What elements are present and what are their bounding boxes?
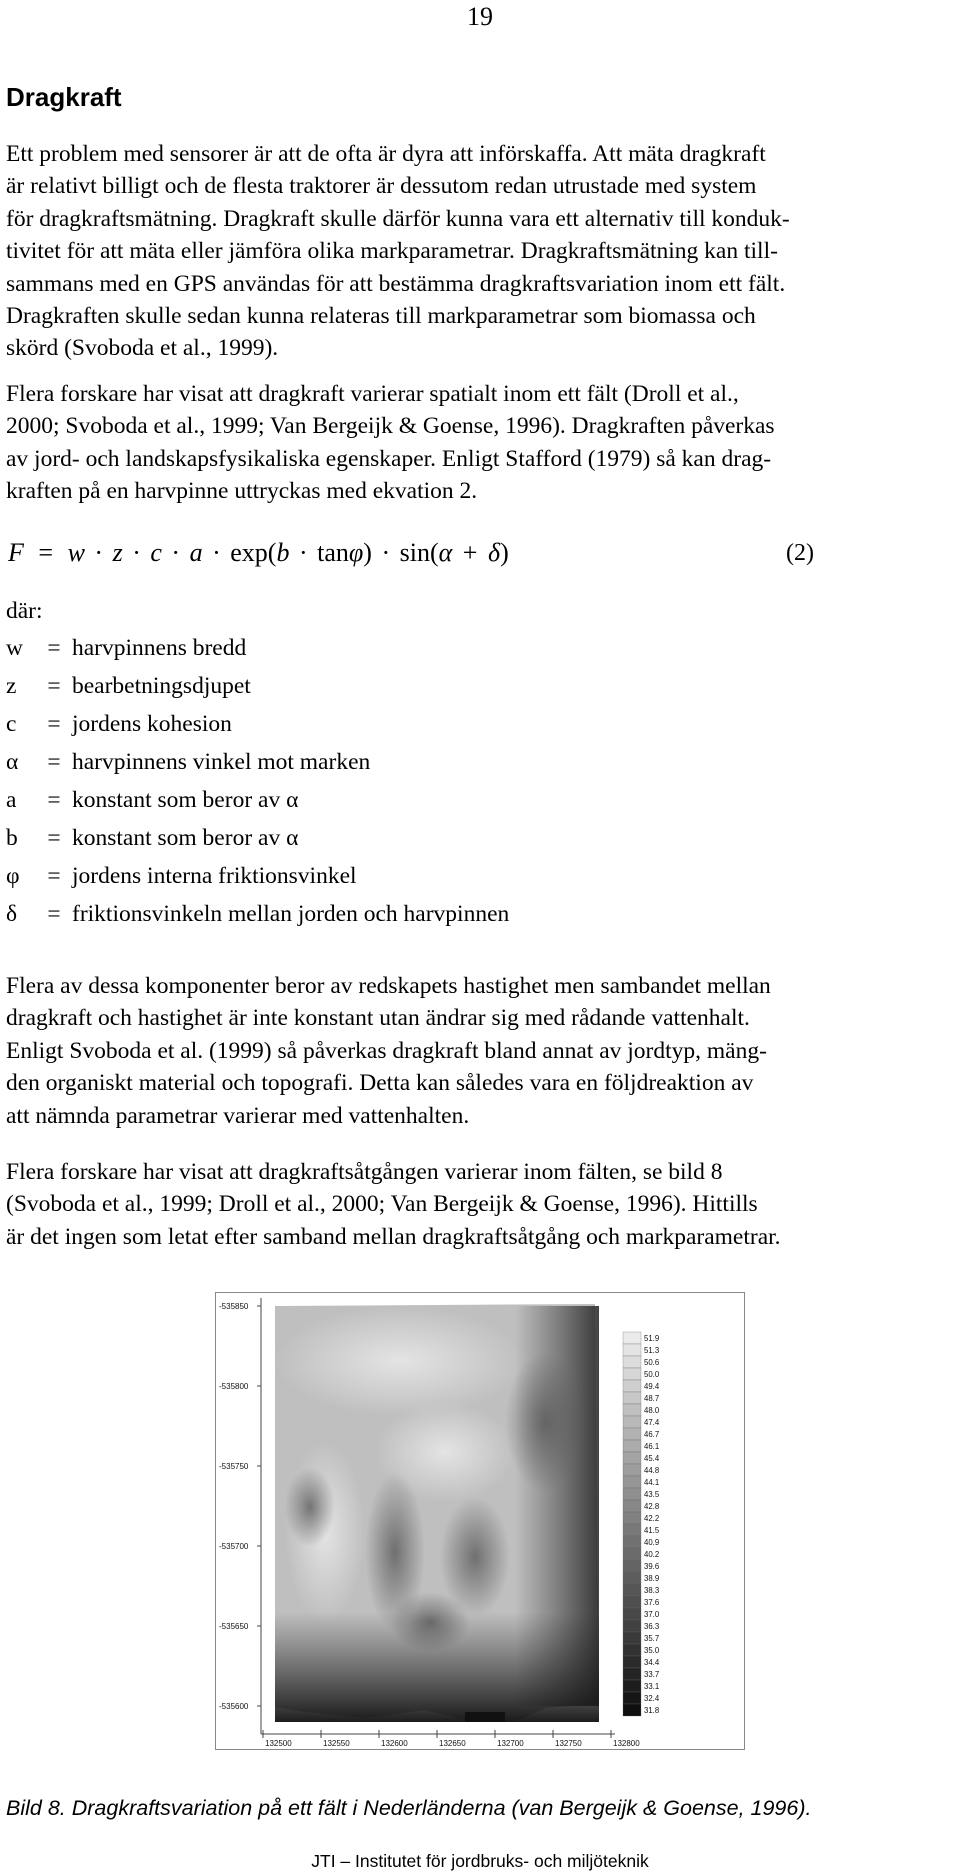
text-line: Flera forskare har visat att dragkraft varierar spatialt inom ett fält (Droll et al., — [6, 381, 739, 407]
legend-label: 38.3 — [644, 1586, 660, 1595]
variable-row — [6, 749, 509, 787]
legend-swatch — [623, 1656, 641, 1668]
text-line: är relativt billigt och de flesta traktorer är dessutom redan utrustade med system — [6, 173, 757, 200]
legend-label: 48.0 — [644, 1406, 660, 1415]
variable-equals: = — [47, 635, 61, 661]
y-tick-label: -535800 — [219, 1382, 249, 1391]
text-line: (Svoboda et al., 1999; Droll et al., 2000; Van Bergeijk & Goense, 1996). Hittills — [6, 1191, 758, 1218]
variable-row — [6, 711, 509, 749]
text-line: Ett problem med sensorer är att de ofta är dyra att införskaffa. Att mäta dragkraft — [6, 141, 766, 167]
legend-label: 35.0 — [644, 1646, 660, 1655]
legend-swatch — [623, 1500, 641, 1512]
eq-b: b — [276, 538, 290, 567]
legend-swatch — [623, 1620, 641, 1632]
eq-exp: exp( — [230, 538, 277, 567]
legend-swatch — [623, 1704, 641, 1716]
legend-swatch — [623, 1344, 641, 1356]
text-line: sammans med en GPS användas för att bestämma dragkraftsvariation inom ett fält. — [6, 270, 786, 297]
legend-label: 42.8 — [644, 1502, 660, 1511]
legend-label: 40.2 — [644, 1550, 660, 1559]
variable-list — [6, 635, 509, 939]
legend-swatch — [623, 1572, 641, 1584]
legend-label: 34.4 — [644, 1658, 660, 1667]
text-line: dragkraft och hastighet är inte konstant utan ändrar sig med rådande vattenhalt. — [6, 1005, 750, 1032]
eq-plus: + — [462, 538, 478, 567]
eq-lhs: F — [8, 538, 24, 567]
variable-description: konstant som beror av α — [72, 825, 299, 851]
legend-swatch — [623, 1440, 641, 1452]
eq-phi: φ — [348, 538, 364, 567]
legend-swatch — [623, 1644, 641, 1656]
legend-swatch — [623, 1392, 641, 1404]
variable-symbol: w — [6, 635, 23, 661]
variable-equals: = — [47, 711, 61, 737]
variable-symbol: α — [6, 749, 19, 775]
legend-label: 46.7 — [644, 1430, 660, 1439]
variable-symbol: δ — [6, 901, 18, 927]
variable-description: konstant som beror av α — [72, 787, 299, 813]
legend-swatch — [623, 1668, 641, 1680]
variable-description: harvpinnens vinkel mot marken — [72, 749, 371, 775]
text-line: Enligt Svoboda et al. (1999) så påverkas dragkraft bland annat av jordtyp, mäng- — [6, 1037, 767, 1064]
legend-swatch — [623, 1692, 641, 1704]
legend-swatch — [623, 1488, 641, 1500]
legend-swatch — [623, 1608, 641, 1620]
variable-symbol: c — [6, 711, 17, 737]
legend-swatch — [623, 1680, 641, 1692]
eq-close: ) — [500, 538, 509, 567]
text-line: Flera av dessa komponenter beror av redskapets hastighet men sambandet mellan — [6, 973, 771, 999]
legend-swatch — [623, 1476, 641, 1488]
legend-swatch — [623, 1404, 641, 1416]
legend-label: 50.0 — [644, 1370, 660, 1379]
eq-tan: tan — [317, 538, 349, 567]
equation-2 — [8, 538, 509, 568]
x-tick-label: 132700 — [497, 1739, 524, 1748]
legend-label: 36.3 — [644, 1622, 660, 1631]
eq-close: ) — [363, 538, 372, 567]
variable-description: bearbetningsdjupet — [72, 673, 251, 699]
legend-swatch — [623, 1464, 641, 1476]
variable-equals: = — [47, 787, 61, 813]
variable-symbol: b — [6, 825, 18, 851]
variable-row — [6, 863, 509, 901]
variable-row — [6, 787, 509, 825]
legend-swatch — [623, 1416, 641, 1428]
legend-label: 32.4 — [644, 1694, 660, 1703]
eq-dot: · — [132, 538, 141, 567]
y-tick-label: -535750 — [219, 1462, 249, 1471]
legend-label: 33.7 — [644, 1670, 660, 1679]
legend-swatch — [623, 1512, 641, 1524]
text-line: av jord- och landskapsfysikaliska egenskaper. Enligt Stafford (1979) så kan drag- — [6, 445, 772, 472]
text-line: för dragkraftsmätning. Dragkraft skulle därför kunna vara ett alternativ till konduk- — [6, 205, 790, 232]
draft-force-map-figure — [215, 1292, 745, 1750]
legend-label: 37.6 — [644, 1598, 660, 1607]
eq-z: z — [112, 538, 123, 567]
page-footer: JTI – Institutet för jordbruks- och miljöteknik — [311, 1851, 649, 1871]
x-tick-label: 132550 — [323, 1739, 350, 1748]
x-tick-label: 132600 — [381, 1739, 408, 1748]
legend-label: 49.4 — [644, 1382, 660, 1391]
x-tick-label: 132800 — [613, 1739, 640, 1748]
legend-label: 51.9 — [644, 1334, 660, 1343]
legend-label: 44.8 — [644, 1466, 660, 1475]
text-line: är det ingen som letat efter samband mellan dragkraftsåtgång och markparametrar. — [6, 1223, 781, 1250]
eq-dot: · — [94, 538, 104, 567]
variable-equals: = — [47, 901, 61, 927]
variable-equals: = — [47, 825, 61, 851]
variable-equals: = — [47, 863, 61, 889]
eq-c: c — [150, 538, 162, 567]
legend-swatch — [623, 1368, 641, 1380]
x-tick-label: 132500 — [265, 1739, 292, 1748]
text-line: Dragkraften skulle sedan kunna relateras till markparametrar som biomassa och — [6, 303, 756, 330]
variable-symbol: z — [6, 673, 17, 699]
paragraph-1 — [6, 138, 956, 365]
eq-a: a — [189, 538, 203, 567]
eq-dot: · — [171, 538, 181, 567]
legend-label: 44.1 — [644, 1478, 660, 1487]
legend-label: 35.7 — [644, 1634, 660, 1643]
legend-swatch — [623, 1428, 641, 1440]
x-tick-label: 132650 — [439, 1739, 466, 1748]
eq-delta: δ — [487, 538, 501, 567]
legend-swatch — [623, 1536, 641, 1548]
variable-row — [6, 635, 509, 673]
y-tick-label: -535850 — [219, 1302, 249, 1311]
variable-symbol: φ — [6, 863, 20, 889]
variable-row — [6, 825, 509, 863]
legend-label: 45.4 — [644, 1454, 660, 1463]
figure-caption: Bild 8. Dragkraftsvariation på ett fält i Nederländerna (van Bergeijk & Goense, 1996). — [6, 1796, 812, 1820]
variable-equals: = — [47, 749, 61, 775]
eq-sin: sin( — [399, 538, 439, 567]
eq-equals: = — [38, 538, 54, 567]
variable-row — [6, 673, 509, 711]
legend-label: 51.3 — [644, 1346, 660, 1355]
y-tick-label: -535700 — [219, 1542, 249, 1551]
legend-swatch — [623, 1356, 641, 1368]
legend-label: 40.9 — [644, 1538, 660, 1547]
legend-label: 42.2 — [644, 1514, 660, 1523]
where-label: där: — [6, 598, 43, 624]
legend-label: 43.5 — [644, 1490, 660, 1499]
text-line: att nämnda parametrar varierar med vattenhalten. — [6, 1102, 470, 1129]
legend-swatch — [623, 1596, 641, 1608]
equation-number: (2) — [786, 540, 814, 566]
text-line: den organiskt material och topografi. Detta kan således vara en följdreaktion av — [6, 1070, 754, 1097]
eq-dot: · — [212, 538, 221, 567]
eq-w: w — [67, 538, 85, 567]
text-line: Flera forskare har visat att dragkraftsåtgången varierar inom fälten, se bild 8 — [6, 1159, 723, 1185]
legend-label: 39.6 — [644, 1562, 660, 1571]
legend-swatch — [623, 1332, 641, 1344]
paragraph-4 — [6, 1156, 956, 1253]
x-tick-label: 132750 — [555, 1739, 582, 1748]
legend-swatch — [623, 1524, 641, 1536]
variable-description: friktionsvinkeln mellan jorden och harvpinnen — [72, 901, 510, 927]
legend-label: 41.5 — [644, 1526, 660, 1535]
variable-description: jordens interna friktionsvinkel — [72, 863, 357, 889]
page-number: 19 — [467, 2, 493, 31]
eq-dot: · — [381, 538, 391, 567]
y-tick-label: -535600 — [219, 1702, 249, 1711]
eq-alpha: α — [438, 538, 453, 567]
variable-row — [6, 901, 509, 939]
text-line: 2000; Svoboda et al., 1999; Van Bergeijk & Goense, 1996). Dragkraften påverkas — [6, 413, 775, 440]
field-raster — [275, 1304, 599, 1722]
legend-swatch — [623, 1560, 641, 1572]
legend-label: 37.0 — [644, 1610, 660, 1619]
variable-description: harvpinnens bredd — [72, 635, 247, 661]
text-line: tivitet för att mäta eller jämföra olika markparametrar. Dragkraftsmätning kan till- — [6, 238, 778, 265]
eq-dot: · — [298, 538, 308, 567]
legend-label: 38.9 — [644, 1574, 660, 1583]
legend-swatch — [623, 1632, 641, 1644]
paragraph-2 — [6, 378, 956, 508]
legend-label: 50.6 — [644, 1358, 660, 1367]
legend-label: 47.4 — [644, 1418, 660, 1427]
paragraph-3 — [6, 970, 956, 1132]
legend-swatch — [623, 1452, 641, 1464]
legend-label: 48.7 — [644, 1394, 660, 1403]
variable-symbol: a — [6, 787, 17, 813]
legend-swatch — [623, 1380, 641, 1392]
text-line: kraften på en harvpinne uttryckas med ekvation 2. — [6, 478, 478, 505]
legend-label: 31.8 — [644, 1706, 660, 1715]
legend-label: 46.1 — [644, 1442, 660, 1451]
text-line: skörd (Svoboda et al., 1999). — [6, 335, 279, 362]
variable-equals: = — [47, 673, 61, 699]
legend-swatch — [623, 1548, 641, 1560]
legend-label: 33.1 — [644, 1682, 660, 1691]
draft-force-map — [215, 1292, 745, 1750]
section-heading: Dragkraft — [6, 82, 122, 112]
variable-description: jordens kohesion — [72, 711, 232, 737]
legend-swatch — [623, 1584, 641, 1596]
y-tick-label: -535650 — [219, 1622, 249, 1631]
